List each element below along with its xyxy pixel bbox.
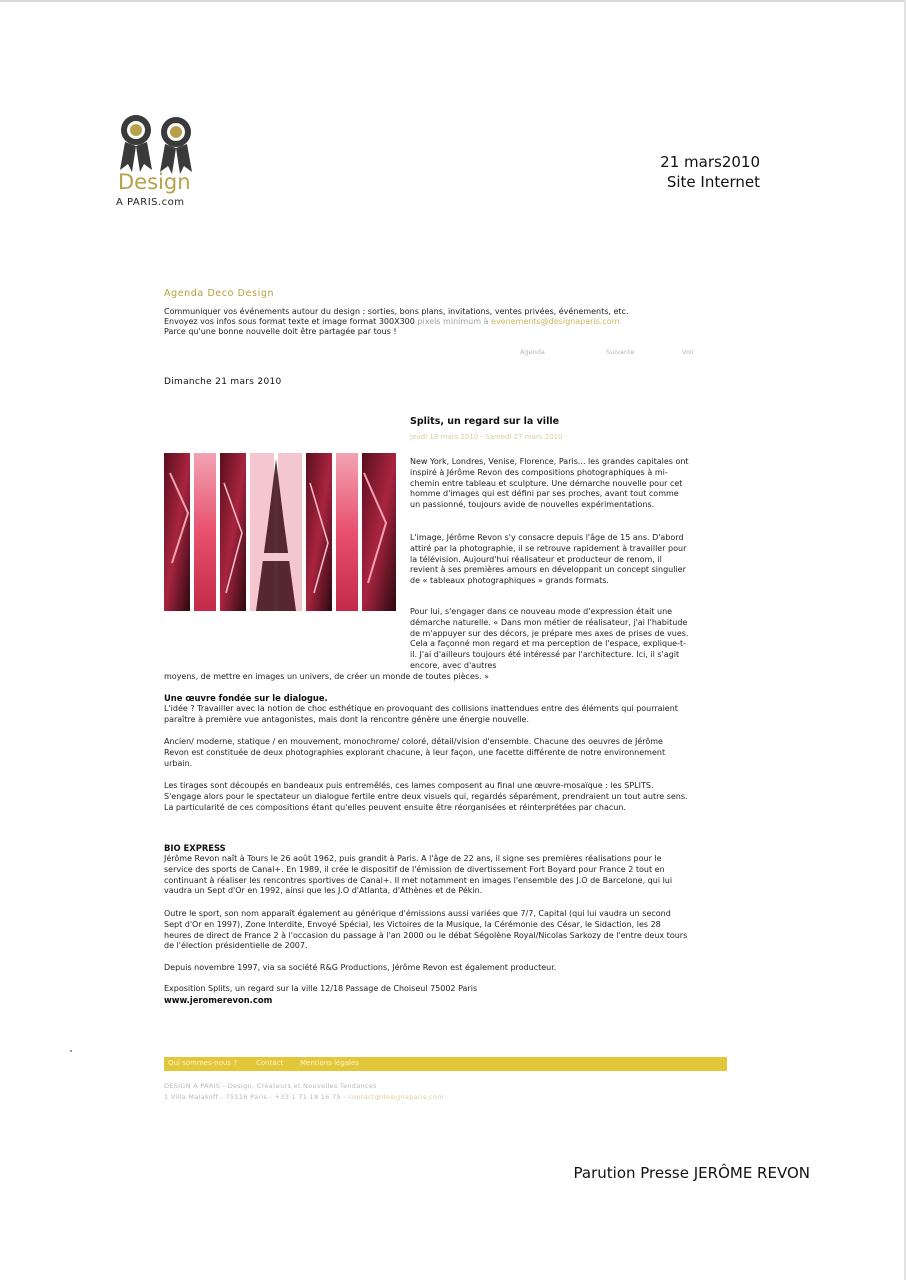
footer-email-link[interactable]: contact@designaparis.com xyxy=(348,1093,444,1101)
page-edge-top xyxy=(0,0,906,2)
article-paragraph-7: Jérôme Revon naît à Tours le 26 août 1962, puis grandit à Paris. A l'âge de 22 ans, il signe ses premières réalisations pour le service des sports de Canal+. En 1989, il crée le dispositif de l'émission de divertissement Fort Boyard pour France 2 tout en continuant à réaliser les rencontres sportives de Canal+. Il met notamment en images l'ensemble des J.O de Barcelone, qui lui vaudra un Sept d'Or en 1992, ainsi que les J.O d'Atlanta, d'Athènes et de Pékin. xyxy=(164,854,673,896)
header-source: Site Internet xyxy=(666,173,760,191)
article-paragraph-9: Depuis novembre 1997, via sa société R&G Productions, Jérôme Revon est également producteur. xyxy=(164,963,557,972)
website-link[interactable]: www.jeromerevon.com xyxy=(164,995,273,1005)
nav-link-next[interactable]: Suivante xyxy=(606,348,635,356)
footer-line-2: 1 Villa Malakoff - 75116 Paris - +33 1 71 18 16 75 - contact@designaparis.com xyxy=(164,1093,444,1101)
article-paragraph-8: Outre le sport, son nom apparaît également au générique d'émissions aussi variées que 7/7, Capital (qui lui vaudra un second Sept d'Or en 1997), Zone Interdite, Envoyé Spécial, les Victoires de la Musique, la Cérémonie des César, le Sidaction, les 28 heures de direct de France 2 à l'occasion du passage à l'an 2000 ou le débat Ségolène Royal/Nicolas Sarkozy de l'entre deux tours de l'élection présidentielle de 2007. xyxy=(164,909,688,951)
scan-speck xyxy=(70,1050,72,1052)
section-heading-dialogue: Une œuvre fondée sur le dialogue. xyxy=(164,693,328,703)
nav-link-view[interactable]: Voir xyxy=(682,348,695,356)
section-heading-bio: BIO EXPRESS xyxy=(164,843,226,853)
logo-wordmark: Design xyxy=(118,170,191,194)
email-link[interactable]: evenements@designaparis.com xyxy=(491,317,620,326)
footer-link-legal[interactable]: Mentions légales xyxy=(300,1059,359,1067)
article-paragraph-6: Les tirages sont découpés en bandeaux puis entremêlés, ces lames composent au final une œuvre-mosaïque : les SPLITS. S'engage alors pour le spectateur un dialogue fertile entre deux visuels qui, regardés séparément, prendraient un tout autre sens. La particularité de ces compositions étant qu'elles peuvent ensuite être réorganisées et réinterprétées par chacun. xyxy=(164,781,688,812)
agenda-intro xyxy=(164,307,684,337)
article-paragraph-3-continued: moyens, de mettre en images un univers, de créer un monde de toutes pièces. » xyxy=(164,672,490,681)
splits-artwork-photo xyxy=(164,453,396,611)
nav-link-agenda[interactable]: Agenda xyxy=(520,348,545,356)
footer-link-contact[interactable]: Contact xyxy=(256,1059,284,1067)
parution-caption: Parution Presse JERÔME REVON xyxy=(573,1164,810,1182)
footer-bar xyxy=(164,1057,727,1071)
article-paragraph-3: Pour lui, s'engager dans ce nouveau mode d'expression était une démarche naturelle. « Dans mon métier de réalisateur, j'ai l'habitude de m'appuyer sur des décors, je prépare mes axes de prises de vues. Cela a façonné mon regard et ma perception de l'espace, explique-t-il. J'ai d'ailleurs toujours été intéressé par l'architecture. Ici, il s'agit encore, avec d'autres xyxy=(410,607,689,670)
footer-line-1: DESIGN A PARIS - Design, Créateurs et Nouvelles Tendances xyxy=(164,1082,377,1090)
article-paragraph-2: L'image, Jérôme Revon s'y consacre depuis l'âge de 15 ans. D'abord attiré par la photographie, il se retrouve rapidement à travailler pour la télévision. Aujourd'hui réalisateur et producteur de renom, il revient à ses premières amours en développant un concept singulier de « tableaux photographiques » grands formats. xyxy=(410,533,687,586)
article-event-dates: Jeudi 18 mars 2010 - Samedi 27 mars 2010 xyxy=(410,433,563,441)
intro-line-3: Parce qu'une bonne nouvelle doit être partagée par tous ! xyxy=(164,327,397,336)
footer-link-about[interactable]: Qui sommes-nous ? xyxy=(168,1059,237,1067)
article-paragraph-5: Ancien/ moderne, statique / en mouvement, monochrome/ coloré, détail/vision d'ensemble. Chacune des oeuvres de Jérôme Revon est constituée de deux photographies explorant chacune, à leur façon, une facette différente de notre environnement urbain. xyxy=(164,737,666,768)
article-paragraph-4: L'idée ? Travailler avec la notion de choc esthétique en provoquant des collisions inattendues entre des éléments qui pourraient paraître à première vue antagonistes, mais dont la rencontre génère une énergie nouvelle. xyxy=(164,704,678,724)
header-date: 21 mars2010 xyxy=(660,153,760,171)
logo-subtitle: A PARIS.com xyxy=(116,197,185,208)
header-date-block xyxy=(600,152,760,192)
article-paragraph-10: Exposition Splits, un regard sur la ville 12/18 Passage de Choiseul 75002 Paris xyxy=(164,984,478,993)
intro-line-1: Communiquer vos événements autour du design : sorties, bons plans, invitations, ventes privées, événements, etc. xyxy=(164,307,629,316)
agenda-title: Agenda Deco Design xyxy=(164,288,275,299)
post-date: Dimanche 21 mars 2010 xyxy=(164,377,282,387)
intro-line-2: Envoyez vos infos sous format texte et image format 300X300 pixels minimum à evenements@designaparis.com xyxy=(164,317,620,326)
article-title: Splits, un regard sur la ville xyxy=(410,416,560,427)
article-paragraph-1: New York, Londres, Venise, Florence, Paris... les grandes capitales ont inspiré à Jérôme Revon des compositions photographiques à mi-chemin entre tableau et sculpture. Une démarche nouvelle pour cet homme d'images qui est défini par ses proches, avant tout comme un passionné, toujours avide de nouvelles expérimentations. xyxy=(410,457,689,510)
ribbon-medals-icon xyxy=(112,108,212,178)
